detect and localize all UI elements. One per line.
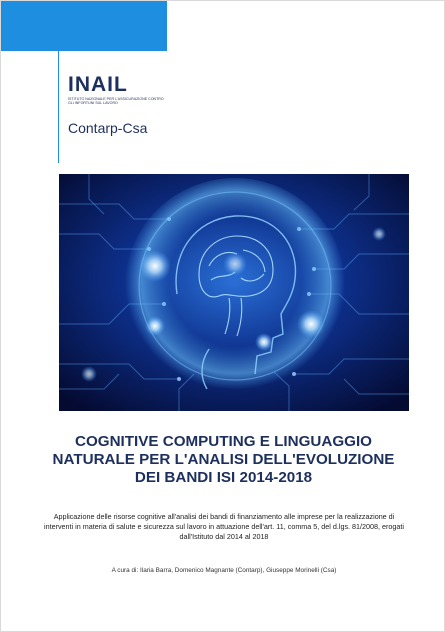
title-line-2: NATURALE PER L'ANALISI DELL'EVOLUZIONE bbox=[52, 451, 395, 468]
accent-block bbox=[1, 1, 167, 51]
document-title bbox=[31, 433, 416, 487]
inail-logo: INAIL bbox=[68, 73, 128, 96]
title-line-1: COGNITIVE COMPUTING E LINGUAGGIO bbox=[74, 433, 372, 450]
title-line-3: DEI BANDI ISI 2014-2018 bbox=[134, 469, 313, 486]
department-label: Contarp-Csa bbox=[68, 120, 148, 136]
document-subtitle: Applicazione delle risorse cognitive all'analisi dei bandi di finanziamento alle imprese per la realizzazione di interventi in materia di salute e sicurezza sul lavoro in attuazione dell'art. 11, comma 5, del d.lgs. 81/2008, erogati dall'Istituto dal 2014 al 2018 bbox=[43, 512, 404, 541]
logo-subtitle: ISTITUTO NAZIONALE PER L'ASSICURAZIONE CONTRO GLI INFORTUNI SUL LAVORO bbox=[68, 97, 164, 106]
brain-circuit-image bbox=[59, 174, 409, 411]
accent-line bbox=[58, 51, 59, 163]
authors-line: A cura di: Ilaria Barra, Domenico Magnante (Contarp), Giuseppe Morinelli (Csa) bbox=[111, 567, 337, 574]
